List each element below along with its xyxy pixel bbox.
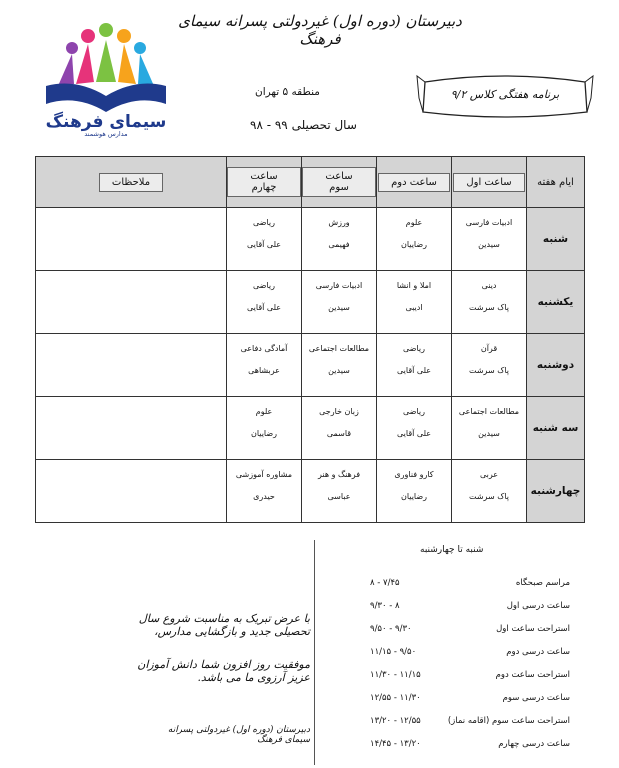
class-cell: قرآن پاک سرشت	[452, 334, 527, 397]
class-cell: مطالعات اجتماعی سیدین	[302, 334, 377, 397]
academic-year: سال تحصیلی ۹۹ - ۹۸	[250, 118, 357, 132]
table-row	[36, 334, 585, 397]
header-period-3: ساعت سوم	[302, 157, 377, 208]
table-row	[36, 271, 585, 334]
class-cell: ادبیات فارسی سیدین	[452, 208, 527, 271]
class-cell: آمادگی دفاعی عربشاهی	[227, 334, 302, 397]
class-cell: علوم رضاییان	[227, 397, 302, 460]
class-cell: املا و انشا ادیبی	[377, 271, 452, 334]
header-notes: ملاحظات	[36, 157, 227, 208]
notes-cell	[36, 397, 227, 460]
class-cell: مطالعات اجتماعی سیدین	[452, 397, 527, 460]
day-cell: چهارشنبه	[527, 460, 585, 523]
time-row: ساعت درسی سوم ۱۲/۵۵ - ۱۱/۳۰	[370, 693, 570, 703]
header-period-4: ساعت چهارم	[227, 157, 302, 208]
brand-subtitle: مدارس هوشمند	[84, 130, 128, 138]
class-cell: ریاضی علی آقایی	[377, 397, 452, 460]
class-label: برنامه هفتگی کلاس ۹/۲	[450, 88, 560, 101]
day-cell: یکشنبه	[527, 271, 585, 334]
day-cell: دوشنبه	[527, 334, 585, 397]
greeting-line-2: موفقیت روز افزون شما دانش آموزان عزیز آرزوی ما می باشد.	[137, 658, 310, 684]
day-cell: سه شنبه	[527, 397, 585, 460]
day-cell: شنبه	[527, 208, 585, 271]
time-row: استراحت ساعت دوم ۱۱/۳۰ - ۱۱/۱۵	[370, 670, 570, 680]
class-cell: ریاضی علی آقایی	[227, 208, 302, 271]
notes-cell	[36, 460, 227, 523]
school-title: دبیرستان (دوره اول) غیردولتی پسرانه سیمای فرهنگ	[178, 12, 462, 48]
class-cell: فرهنگ و هنر عباسی	[302, 460, 377, 523]
class-cell: عربی پاک سرشت	[452, 460, 527, 523]
class-cell: ریاضی علی آقایی	[377, 334, 452, 397]
notes-cell	[36, 208, 227, 271]
signature: دبیرستان (دوره اول) غیردولتی پسرانه سیمای فرهنگ	[167, 725, 310, 745]
class-cell: دینی پاک سرشت	[452, 271, 527, 334]
time-row: ساعت درسی دوم ۱۱/۱۵ - ۹/۵۰	[370, 647, 570, 657]
table-row	[36, 208, 585, 271]
class-cell: علوم رضاییان	[377, 208, 452, 271]
section-divider	[314, 540, 315, 765]
time-row: مراسم صبحگاه ۸ - ۷/۴۵	[370, 578, 570, 588]
brand	[36, 112, 176, 138]
class-cell: ادبیات فارسی سیدین	[302, 271, 377, 334]
table-header-row	[36, 157, 585, 208]
time-row: استراحت ساعت اول ۹/۵۰ - ۹/۳۰	[370, 624, 570, 634]
brand-name: سیمای فرهنگ	[45, 112, 167, 132]
class-cell: کارو فناوری رضاییان	[377, 460, 452, 523]
time-row: ساعت درسی چهارم ۱۴/۴۵ - ۱۳/۲۰	[370, 739, 570, 749]
class-cell: مشاوره آموزشی حیدری	[227, 460, 302, 523]
time-row: استراحت ساعت سوم (اقامه نماز) ۱۳/۲۰ - ۱۲/۵۵	[370, 716, 570, 726]
greeting-line-1: با عرض تبریک به مناسبت شروع سال تحصیلی جدید و بازگشایی مدارس،	[138, 612, 310, 638]
table-row	[36, 460, 585, 523]
table-row	[36, 397, 585, 460]
times-title: شنبه تا چهارشنبه	[420, 545, 484, 555]
header-period-2: ساعت دوم	[377, 157, 452, 208]
header-days: ایام هفته	[527, 157, 585, 208]
class-cell: زبان خارجی قاسمی	[302, 397, 377, 460]
notes-cell	[36, 271, 227, 334]
class-cell: ورزش فهیمی	[302, 208, 377, 271]
header-period-1: ساعت اول	[452, 157, 527, 208]
region-label: منطقه ۵ تهران	[255, 86, 320, 98]
notes-cell	[36, 334, 227, 397]
weekly-schedule-table	[35, 156, 585, 523]
time-row: ساعت درسی اول ۹/۳۰ - ۸	[370, 601, 570, 611]
class-cell: ریاضی علی آقایی	[227, 271, 302, 334]
